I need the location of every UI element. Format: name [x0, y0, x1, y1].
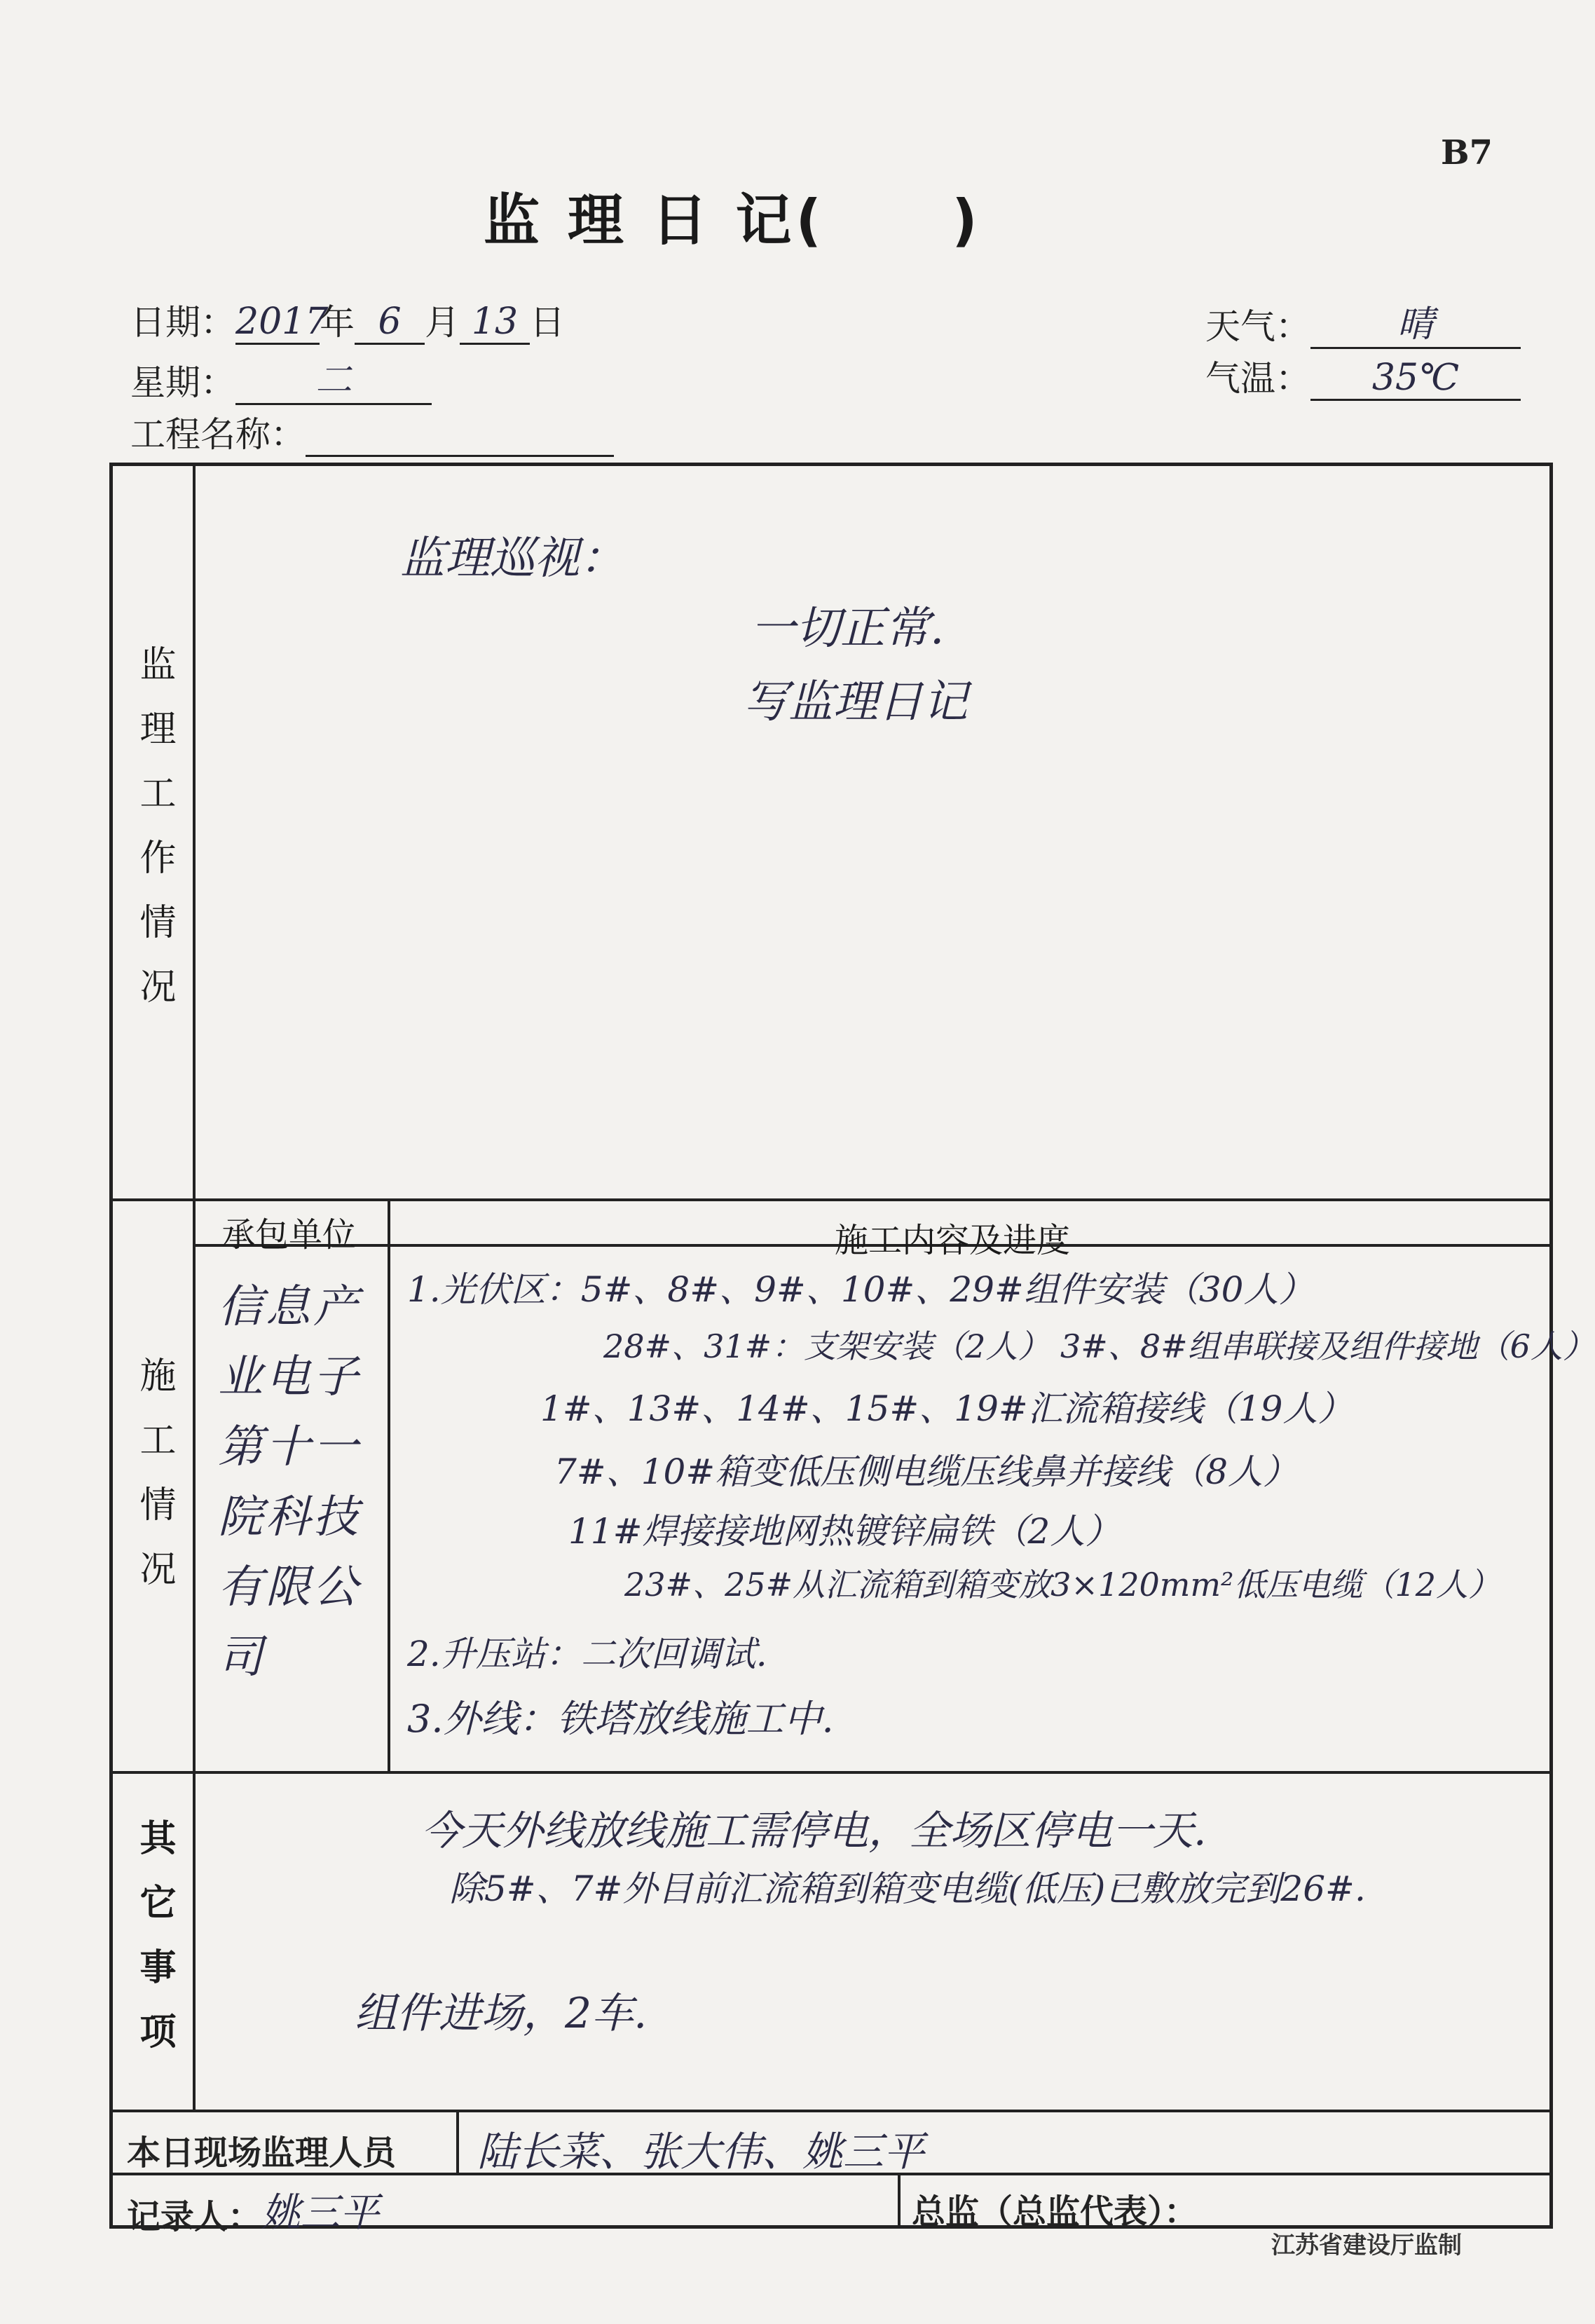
supervision-line-1: 监理巡视： [400, 533, 624, 585]
supervision-label: 监理工作情况 [133, 645, 175, 1032]
weather-value: 晴 [1310, 294, 1521, 349]
recorder-label: 记录人： [127, 2197, 262, 2236]
weather-label: 天气： [1205, 306, 1310, 347]
date-field: 日期： 2017 年 6 月 13 日 [130, 294, 565, 345]
recorder-field [127, 2182, 379, 2238]
contractor-name: 信息产业电子第十一院科技有限公司 [218, 1281, 361, 1683]
footer-issuer: 江苏省建设厅监制 [1271, 2231, 1462, 2260]
supervision-line-2: 一切正常. [751, 603, 945, 655]
construction-line-2: 28#、31#：支架安装（2人） 3#、8#组串联接及组件接地（6人） [603, 1327, 1595, 1365]
weekday-value: 二 [235, 350, 432, 405]
other-line-2: 除5#、7#外目前汇流箱到箱变电缆(低压)已敷放完到26#. [449, 1868, 1366, 1909]
diary-table [109, 463, 1595, 2236]
supervision-line-3: 写监理日记 [744, 676, 968, 728]
temperature-field [1205, 350, 1521, 401]
project-label: 工程名称： [130, 414, 306, 455]
staff-label: 本日现场监理人员 [127, 2133, 397, 2173]
form-code: B7 [1441, 133, 1493, 172]
construction-line-4: 7#、10#箱变低压侧电缆压线鼻并接线（8人） [554, 1451, 1299, 1492]
chief-label: 总监（总监代表）： [912, 2192, 1198, 2231]
recorder-value: 姚三平 [261, 2190, 380, 2236]
construction-line-7: 2.升压站：二次回调试. [407, 1634, 767, 1674]
construction-line-8: 3.外线：铁塔放线施工中. [407, 1697, 834, 1741]
other-line-3: 组件进场，2车. [355, 1989, 648, 2038]
other-label: 其它事项 [133, 1819, 176, 2077]
date-day: 13 [460, 301, 530, 345]
project-value [306, 416, 614, 457]
contractor-header: 承包单位 [221, 1215, 357, 1255]
chief-field [912, 2185, 1198, 2233]
construction-line-6: 23#、25#从汇流箱到箱变放3×120mm²低压电缆（12人） [624, 1566, 1500, 1604]
construction-line-3: 1#、13#、14#、15#、19#汇流箱接线（19人） [540, 1388, 1353, 1429]
temperature-label: 气温： [1205, 358, 1310, 399]
construction-label: 施工情况 [133, 1356, 175, 1614]
weekday-label: 星期： [130, 362, 235, 403]
weather-field [1205, 294, 1521, 349]
content-header: 施工内容及进度 [835, 1221, 1071, 1260]
construction-line-1: 1.光伏区：5#、8#、9#、10#、29#组件安装（30人） [407, 1269, 1314, 1310]
page-title: 监 理 日 记( ) [484, 188, 982, 253]
construction-line-5: 11#焊接接地网热镀锌扁铁（2人） [568, 1511, 1121, 1552]
date-month: 6 [355, 301, 425, 345]
date-year: 2017 [235, 301, 320, 345]
other-line-1: 今天外线放线施工需停电，全场区停电一天. [421, 1807, 1207, 1854]
weekday-field [130, 350, 432, 405]
staff-value: 陆长菜、张大伟、姚三平 [477, 2128, 925, 2175]
temperature-value: 35℃ [1310, 357, 1521, 401]
date-label: 日期： [130, 302, 235, 343]
project-field [130, 406, 614, 457]
